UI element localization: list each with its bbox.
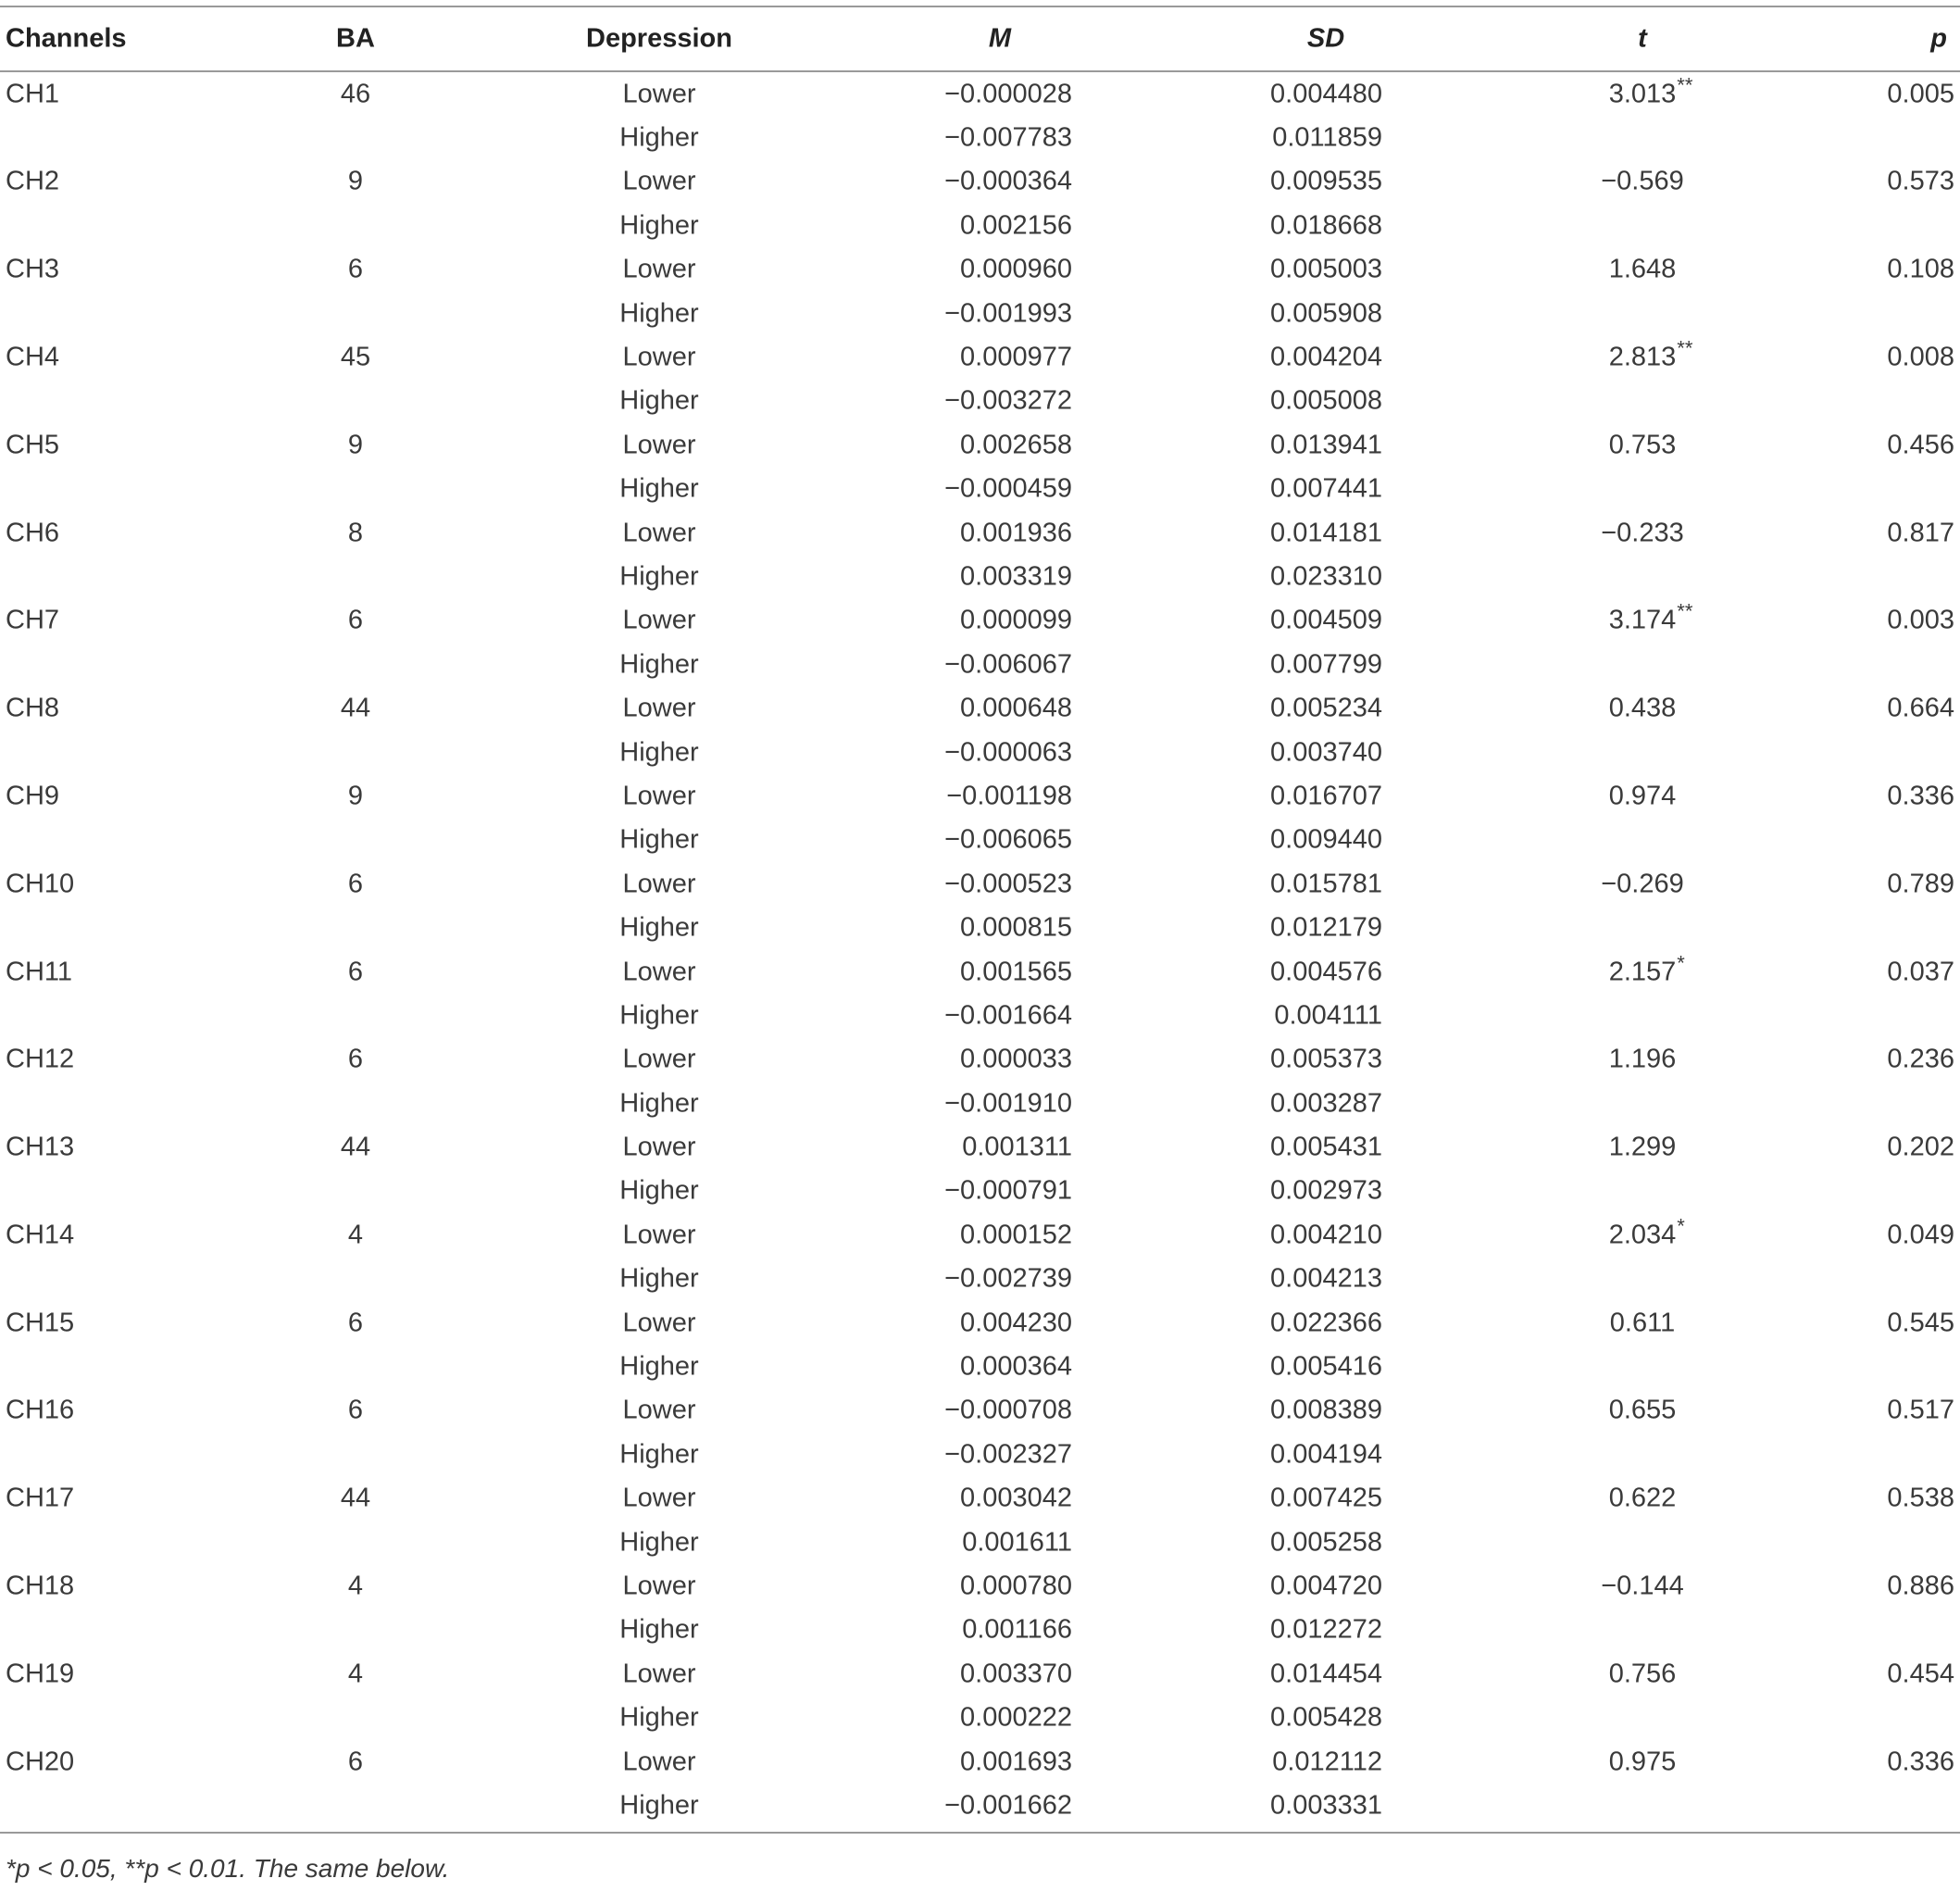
depression-cell: Higher	[619, 737, 699, 768]
table-footnote: *p < 0.05, **p < 0.01. The same below.	[6, 1854, 450, 1883]
t-value: 0.753	[1608, 430, 1677, 460]
t-cell	[1608, 336, 1693, 372]
ba-cell: 8	[347, 518, 364, 548]
mean-cell: 0.001311	[962, 1132, 1072, 1162]
depression-cell: Higher	[619, 298, 699, 329]
t-cell	[1601, 520, 1684, 546]
sd-cell: 0.005908	[1270, 298, 1382, 329]
p-cell: 0.545	[1887, 1308, 1954, 1338]
mean-cell: 0.000960	[960, 254, 1072, 284]
t-value: 2.157 *	[1608, 951, 1685, 986]
depression-cell: Higher	[619, 1000, 699, 1031]
sd-cell: 0.004213	[1270, 1263, 1382, 1294]
mean-cell: −0.003272	[944, 385, 1072, 416]
p-cell: 0.005	[1887, 79, 1954, 109]
table-row	[0, 380, 1960, 423]
channel-cell: CH20	[6, 1747, 75, 1777]
sd-cell: 0.016707	[1270, 781, 1382, 811]
sd-cell: 0.015781	[1270, 869, 1382, 899]
p-cell: 0.789	[1887, 869, 1954, 899]
depression-cell: Higher	[619, 1263, 699, 1294]
t-value: 0.622	[1608, 1483, 1677, 1513]
channel-cell: CH4	[6, 342, 60, 372]
ba-cell: 6	[347, 1308, 364, 1338]
sd-cell: 0.003740	[1270, 737, 1382, 768]
sd-cell: 0.012272	[1270, 1614, 1382, 1645]
table-row	[0, 1521, 1960, 1564]
table-row	[0, 1345, 1960, 1388]
depression-cell: Lower	[622, 1220, 696, 1250]
t-cell	[1609, 695, 1677, 722]
channel-cell: CH14	[6, 1220, 75, 1250]
table-row	[0, 1082, 1960, 1125]
t-value: 0.975	[1608, 1747, 1677, 1777]
depression-cell: Higher	[619, 1614, 699, 1645]
mean-cell: −0.000364	[944, 166, 1072, 196]
table-row	[0, 1696, 1960, 1739]
sd-cell: 0.007799	[1270, 649, 1382, 680]
depression-cell: Higher	[619, 1527, 699, 1558]
sd-cell: 0.012112	[1272, 1747, 1382, 1777]
sd-cell: 0.023310	[1270, 561, 1382, 592]
sd-cell: 0.014454	[1270, 1659, 1382, 1689]
depression-cell: Higher	[619, 122, 699, 153]
mean-cell: 0.000033	[960, 1044, 1072, 1074]
channel-cell: CH8	[6, 693, 60, 723]
depression-cell: Lower	[622, 1395, 696, 1425]
mean-cell: 0.001611	[962, 1527, 1072, 1558]
p-cell: 0.202	[1887, 1132, 1954, 1162]
t-value: 1.299	[1608, 1132, 1677, 1162]
mean-cell: −0.002739	[944, 1263, 1072, 1294]
table-row	[0, 1258, 1960, 1301]
table-row	[0, 160, 1960, 204]
p-cell: 0.236	[1887, 1044, 1954, 1074]
ba-cell: 9	[347, 781, 364, 811]
p-cell: 0.008	[1887, 342, 1954, 372]
ba-cell: 45	[340, 342, 371, 372]
mean-cell: −0.001662	[944, 1790, 1072, 1821]
mean-cell: 0.000152	[960, 1220, 1072, 1250]
depression-cell: Lower	[622, 781, 696, 811]
sd-cell: 0.009535	[1270, 166, 1382, 196]
ba-cell: 46	[340, 79, 371, 109]
depression-cell: Lower	[622, 342, 696, 372]
mean-cell: −0.006067	[944, 649, 1072, 680]
depression-cell: Higher	[619, 1790, 699, 1821]
table-body	[0, 72, 1960, 1828]
t-cell	[1609, 783, 1677, 809]
significance-marker: **	[1677, 599, 1693, 623]
mean-cell: 0.000364	[960, 1351, 1072, 1382]
sd-cell: 0.007441	[1270, 473, 1382, 504]
depression-cell: Lower	[622, 1308, 696, 1338]
sd-cell: 0.013941	[1270, 430, 1382, 460]
channel-cell: CH1	[6, 79, 60, 109]
mean-cell: −0.001664	[944, 1000, 1072, 1031]
table-row	[0, 1564, 1960, 1608]
t-value: −0.233	[1601, 518, 1684, 548]
header-ba: BA	[336, 23, 375, 54]
table-row	[0, 1389, 1960, 1433]
mean-cell: −0.000523	[944, 869, 1072, 899]
mean-cell: −0.001910	[944, 1088, 1072, 1119]
ba-cell: 6	[347, 869, 364, 899]
ba-cell: 44	[340, 1132, 371, 1162]
table-row	[0, 248, 1960, 292]
depression-cell: Higher	[619, 1088, 699, 1119]
p-cell: 0.817	[1887, 518, 1954, 548]
table-row	[0, 72, 1960, 116]
p-cell: 0.049	[1887, 1220, 1954, 1250]
sd-cell: 0.004204	[1270, 342, 1382, 372]
table-row	[0, 1038, 1960, 1082]
significance-marker: *	[1677, 1214, 1685, 1238]
table-row	[0, 906, 1960, 949]
mean-cell: −0.006065	[944, 824, 1072, 855]
table-row	[0, 423, 1960, 467]
ba-cell: 6	[347, 1395, 364, 1425]
sd-cell: 0.002973	[1270, 1175, 1382, 1206]
sd-cell: 0.005003	[1270, 254, 1382, 284]
ba-cell: 6	[347, 957, 364, 986]
sd-cell: 0.005416	[1270, 1351, 1382, 1382]
t-cell	[1610, 1309, 1675, 1336]
t-value: 1.648	[1608, 254, 1677, 284]
table-row	[0, 116, 1960, 159]
t-cell	[1608, 1214, 1685, 1250]
table-row	[0, 819, 1960, 862]
channel-cell: CH16	[6, 1395, 75, 1425]
table-row	[0, 1652, 1960, 1696]
t-cell	[1601, 1572, 1684, 1599]
mean-cell: 0.000977	[960, 342, 1072, 372]
table-row	[0, 1170, 1960, 1213]
table-row	[0, 1433, 1960, 1476]
mean-cell: −0.000063	[944, 737, 1072, 768]
sd-cell: 0.004509	[1270, 605, 1382, 635]
table-row	[0, 862, 1960, 906]
channel-cell: CH3	[6, 254, 60, 284]
t-value: 3.174 **	[1608, 599, 1693, 635]
mean-cell: 0.000099	[960, 605, 1072, 635]
sd-cell: 0.005373	[1270, 1044, 1382, 1074]
p-cell: 0.573	[1887, 166, 1954, 196]
mean-cell: 0.001936	[960, 518, 1072, 548]
mean-cell: 0.002156	[960, 210, 1072, 241]
table-row	[0, 1125, 1960, 1169]
p-cell: 0.538	[1887, 1483, 1954, 1513]
p-cell: 0.886	[1887, 1571, 1954, 1601]
sd-cell: 0.003331	[1270, 1790, 1382, 1821]
mean-cell: 0.002658	[960, 430, 1072, 460]
t-value: 1.196	[1608, 1044, 1677, 1074]
mean-cell: −0.001993	[944, 298, 1072, 329]
mean-cell: −0.007783	[944, 122, 1072, 153]
table-header	[0, 7, 1960, 70]
t-cell	[1608, 599, 1693, 635]
channel-cell: CH6	[6, 518, 60, 548]
sd-cell: 0.004720	[1270, 1571, 1382, 1601]
significance-marker: **	[1677, 336, 1693, 360]
mean-cell: 0.001693	[960, 1747, 1072, 1777]
t-cell	[1608, 254, 1677, 284]
p-cell: 0.454	[1887, 1659, 1954, 1689]
t-cell	[1608, 951, 1685, 986]
mean-cell: 0.000222	[960, 1702, 1072, 1733]
channel-cell: CH13	[6, 1132, 75, 1162]
mean-cell: −0.001198	[946, 781, 1072, 811]
t-cell	[1609, 1485, 1677, 1512]
header-t: t	[1638, 23, 1647, 54]
channel-cell: CH7	[6, 605, 60, 635]
sd-cell: 0.009440	[1270, 824, 1382, 855]
depression-cell: Higher	[619, 210, 699, 241]
mean-cell: −0.000028	[944, 79, 1072, 109]
depression-cell: Lower	[622, 1483, 696, 1513]
channel-cell: CH9	[6, 781, 60, 811]
t-value: 3.013 **	[1608, 73, 1693, 109]
depression-cell: Higher	[619, 649, 699, 680]
ba-cell: 9	[347, 430, 364, 460]
depression-cell: Lower	[622, 166, 696, 196]
ba-cell: 4	[347, 1659, 364, 1689]
depression-cell: Higher	[619, 561, 699, 592]
ba-cell: 6	[347, 1044, 364, 1074]
header-sd: SD	[1306, 23, 1345, 54]
p-cell: 0.456	[1887, 430, 1954, 460]
table-row	[0, 335, 1960, 379]
depression-cell: Higher	[619, 473, 699, 504]
table-row	[0, 468, 1960, 511]
sd-cell: 0.014181	[1270, 518, 1382, 548]
t-cell	[1609, 1134, 1677, 1161]
mean-cell: −0.002327	[944, 1439, 1072, 1470]
table-row	[0, 1784, 1960, 1827]
ba-cell: 44	[340, 1483, 371, 1513]
sd-cell: 0.004210	[1270, 1220, 1382, 1250]
depression-cell: Lower	[622, 430, 696, 460]
depression-cell: Lower	[622, 605, 696, 635]
p-cell: 0.336	[1887, 1747, 1954, 1777]
depression-cell: Lower	[622, 1044, 696, 1074]
sd-cell: 0.005008	[1270, 385, 1382, 416]
depression-cell: Lower	[622, 957, 696, 986]
ba-cell: 4	[347, 1571, 364, 1601]
p-cell: 0.664	[1887, 693, 1954, 723]
mean-cell: 0.004230	[960, 1308, 1072, 1338]
ba-cell: 6	[347, 605, 364, 635]
p-cell: 0.336	[1887, 781, 1954, 811]
header-depression: Depression	[586, 23, 732, 54]
t-value: 0.974	[1608, 781, 1677, 811]
mean-cell: −0.000708	[944, 1395, 1072, 1425]
channel-cell: CH17	[6, 1483, 75, 1513]
table-row	[0, 599, 1960, 643]
sd-cell: 0.012179	[1270, 912, 1382, 943]
t-cell	[1609, 1748, 1677, 1775]
t-cell	[1609, 1660, 1677, 1687]
t-value: 0.438	[1608, 693, 1677, 723]
sd-cell: 0.005234	[1270, 693, 1382, 723]
depression-cell: Lower	[622, 1132, 696, 1162]
sd-cell: 0.004111	[1274, 1000, 1382, 1031]
mean-cell: 0.000648	[960, 693, 1072, 723]
table-row	[0, 731, 1960, 774]
t-value: 0.611	[1609, 1308, 1676, 1338]
p-cell: 0.108	[1887, 254, 1954, 284]
channel-cell: CH18	[6, 1571, 75, 1601]
mean-cell: 0.001166	[962, 1614, 1072, 1645]
t-value: −0.569	[1601, 166, 1684, 196]
depression-cell: Lower	[622, 518, 696, 548]
depression-cell: Higher	[619, 1439, 699, 1470]
t-value: 0.756	[1608, 1659, 1677, 1689]
depression-cell: Lower	[622, 254, 696, 284]
depression-cell: Higher	[619, 912, 699, 943]
sd-cell: 0.004480	[1270, 79, 1382, 109]
mean-cell: 0.003370	[960, 1659, 1072, 1689]
sd-cell: 0.004576	[1270, 957, 1382, 986]
ba-cell: 44	[340, 693, 371, 723]
sd-cell: 0.004194	[1270, 1439, 1382, 1470]
mean-cell: −0.000791	[944, 1175, 1072, 1206]
table-row	[0, 204, 1960, 247]
ba-cell: 6	[347, 254, 364, 284]
sd-cell: 0.005428	[1270, 1702, 1382, 1733]
channel-cell: CH5	[6, 430, 60, 460]
sd-cell: 0.005258	[1270, 1527, 1382, 1558]
ba-cell: 6	[347, 1747, 364, 1777]
table-row	[0, 1301, 1960, 1345]
channel-cell: CH15	[6, 1308, 75, 1338]
header-m: M	[988, 23, 1012, 54]
sd-cell: 0.011859	[1272, 122, 1382, 153]
header-p: p	[1930, 23, 1947, 54]
t-value: 2.813 **	[1608, 336, 1693, 372]
table-row	[0, 1609, 1960, 1652]
table-row	[0, 511, 1960, 555]
p-cell: 0.037	[1887, 957, 1954, 986]
depression-cell: Lower	[622, 1747, 696, 1777]
t-value: 2.034 *	[1608, 1214, 1685, 1250]
mean-cell: 0.003042	[960, 1483, 1072, 1513]
depression-cell: Lower	[622, 1659, 696, 1689]
t-value: −0.269	[1601, 869, 1684, 899]
t-value: 0.655	[1608, 1395, 1677, 1425]
mean-cell: 0.000780	[960, 1571, 1072, 1601]
depression-cell: Lower	[622, 1571, 696, 1601]
t-cell	[1609, 432, 1677, 458]
mean-cell: 0.000815	[960, 912, 1072, 943]
depression-cell: Lower	[622, 79, 696, 109]
table-row	[0, 994, 1960, 1037]
p-cell: 0.517	[1887, 1395, 1954, 1425]
channel-cell: CH11	[6, 957, 72, 986]
t-cell	[1608, 73, 1693, 109]
depression-cell: Higher	[619, 385, 699, 416]
significance-marker: **	[1677, 73, 1693, 97]
table-row	[0, 686, 1960, 730]
table-row	[0, 1213, 1960, 1257]
depression-cell: Lower	[622, 693, 696, 723]
t-value: −0.144	[1601, 1571, 1684, 1601]
mean-cell: −0.000459	[944, 473, 1072, 504]
table-row	[0, 950, 1960, 994]
t-cell	[1609, 1397, 1677, 1424]
sd-cell: 0.022366	[1270, 1308, 1382, 1338]
table-row	[0, 774, 1960, 818]
sd-cell: 0.008389	[1270, 1395, 1382, 1425]
t-cell	[1601, 166, 1684, 196]
sd-cell: 0.003287	[1270, 1088, 1382, 1119]
table-row	[0, 292, 1960, 335]
depression-cell: Higher	[619, 1351, 699, 1382]
significance-marker: *	[1677, 951, 1685, 974]
bottom-rule	[0, 1832, 1960, 1834]
table-row	[0, 1477, 1960, 1521]
mean-cell: 0.003319	[960, 561, 1072, 592]
channel-cell: CH10	[6, 869, 75, 899]
header-channels: Channels	[6, 23, 127, 54]
depression-cell: Lower	[622, 869, 696, 899]
ba-cell: 9	[347, 166, 364, 196]
table-row	[0, 643, 1960, 686]
table-row	[0, 555, 1960, 598]
sd-cell: 0.005431	[1270, 1132, 1382, 1162]
p-cell: 0.003	[1887, 605, 1954, 635]
table-row	[0, 1740, 1960, 1784]
channel-cell: CH12	[6, 1044, 75, 1074]
sd-cell: 0.018668	[1270, 210, 1382, 241]
results-table	[0, 6, 1960, 1834]
depression-cell: Higher	[619, 824, 699, 855]
depression-cell: Higher	[619, 1175, 699, 1206]
t-cell	[1601, 870, 1684, 897]
ba-cell: 4	[347, 1220, 364, 1250]
mean-cell: 0.001565	[960, 957, 1072, 986]
depression-cell: Higher	[619, 1702, 699, 1733]
channel-cell: CH19	[6, 1659, 75, 1689]
t-cell	[1609, 1046, 1677, 1073]
sd-cell: 0.007425	[1270, 1483, 1382, 1513]
channel-cell: CH2	[6, 166, 60, 196]
